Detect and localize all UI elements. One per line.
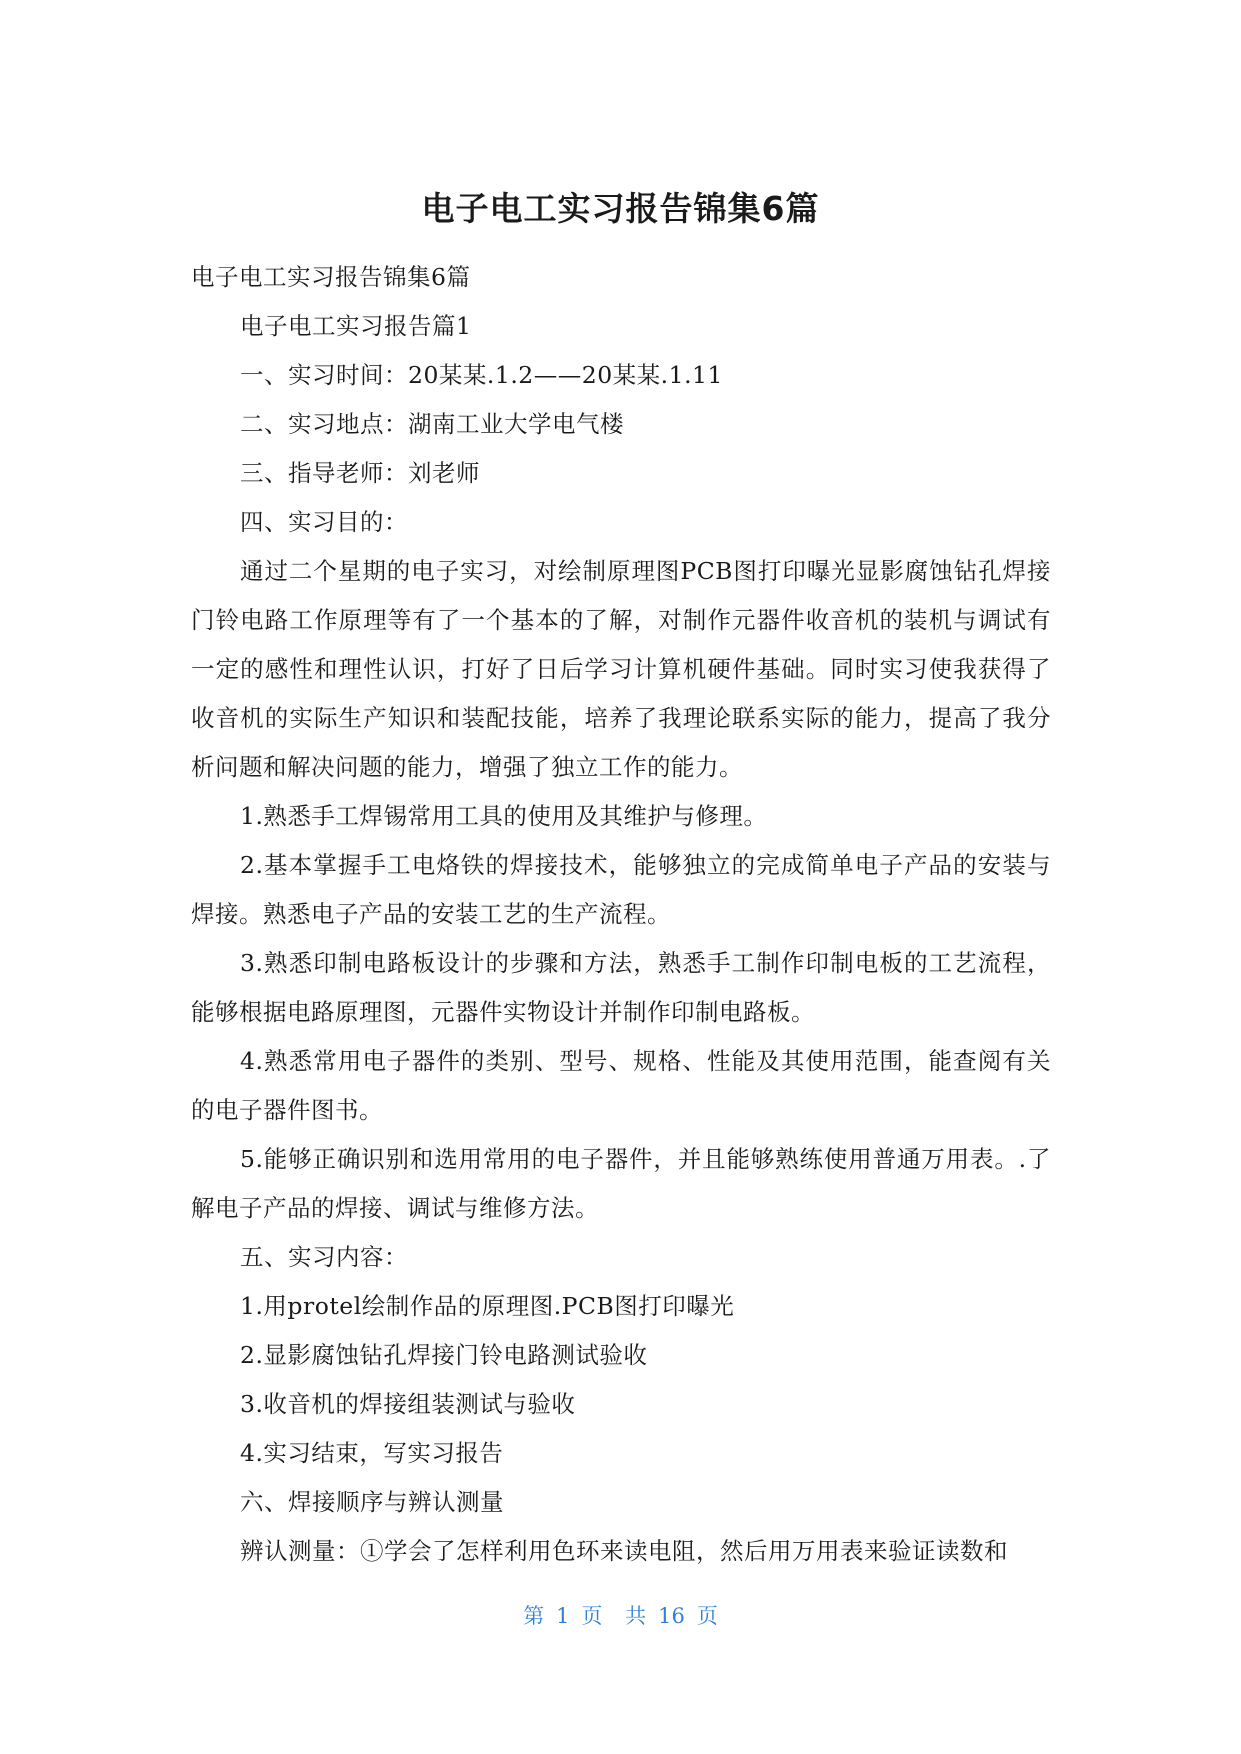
paragraph: 3.熟悉印制电路板设计的步骤和方法，熟悉手工制作印制电板的工艺流程，能够根据电路原理图，元器件实物设计并制作印制电路板。: [191, 949, 1051, 1026]
paragraph: 电子电工实习报告篇1: [240, 312, 472, 340]
paragraph: 二、实习地点：湖南工业大学电气楼: [240, 410, 624, 438]
footer-label-pages: 页: [696, 1604, 718, 1628]
paragraph: 六、焊接顺序与辨认测量: [240, 1488, 504, 1516]
paragraph: 4.熟悉常用电子器件的类别、型号、规格、性能及其使用范围，能查阅有关的电子器件图书。: [191, 1047, 1051, 1124]
paragraph: 四、实习目的：: [240, 508, 408, 536]
paragraph: 五、实习内容：: [240, 1243, 408, 1271]
paragraph: 一、实习时间：20某某.1.2——20某某.1.11: [240, 361, 723, 389]
document-title: 电子电工实习报告锦集6篇: [421, 189, 820, 228]
document-body: [191, 253, 1051, 1576]
footer-total-pages: 16: [658, 1604, 685, 1628]
paragraph: 三、指导老师：刘老师: [240, 459, 480, 487]
paragraph: 1.用protel绘制作品的原理图.PCB图打印曝光: [240, 1292, 735, 1320]
paragraph: 5.能够正确识别和选用常用的电子器件，并且能够熟练使用普通万用表。.了解电子产品的焊接、调试与维修方法。: [191, 1145, 1051, 1222]
footer-current-page: 1: [556, 1604, 570, 1628]
paragraph: 电子电工实习报告锦集6篇: [191, 263, 471, 291]
paragraph: 2.基本掌握手工电烙铁的焊接技术，能够独立的完成简单电子产品的安装与焊接。熟悉电子产品的安装工艺的生产流程。: [191, 851, 1051, 928]
paragraph: 辨认测量：①学会了怎样利用色环来读电阻，然后用万用表来验证读数和: [240, 1537, 1008, 1565]
paragraph: 4.实习结束，写实习报告: [240, 1439, 504, 1467]
paragraph: 3.收音机的焊接组装测试与验收: [240, 1390, 576, 1418]
footer-label-page: 第: [523, 1604, 545, 1628]
paragraph: 1.熟悉手工焊锡常用工具的使用及其维护与修理。: [240, 802, 768, 830]
page-footer: [0, 1600, 1241, 1630]
paragraph: 2.显影腐蚀钻孔焊接门铃电路测试验收: [240, 1341, 648, 1369]
paragraph: 通过二个星期的电子实习，对绘制原理图PCB图打印曝光显影腐蚀钻孔焊接门铃电路工作原理等有了一个基本的了解，对制作元器件收音机的装机与调试有一定的感性和理性认识，打好了日后学习计算机硬件基础。同时实习使我获得了收音机的实际生产知识和装配技能，培养了我理论联系实际的能力，提高了我分析问题和解决问题的能力，增强了独立工作的能力。: [191, 557, 1051, 781]
footer-label-of: 页 共: [581, 1604, 647, 1628]
